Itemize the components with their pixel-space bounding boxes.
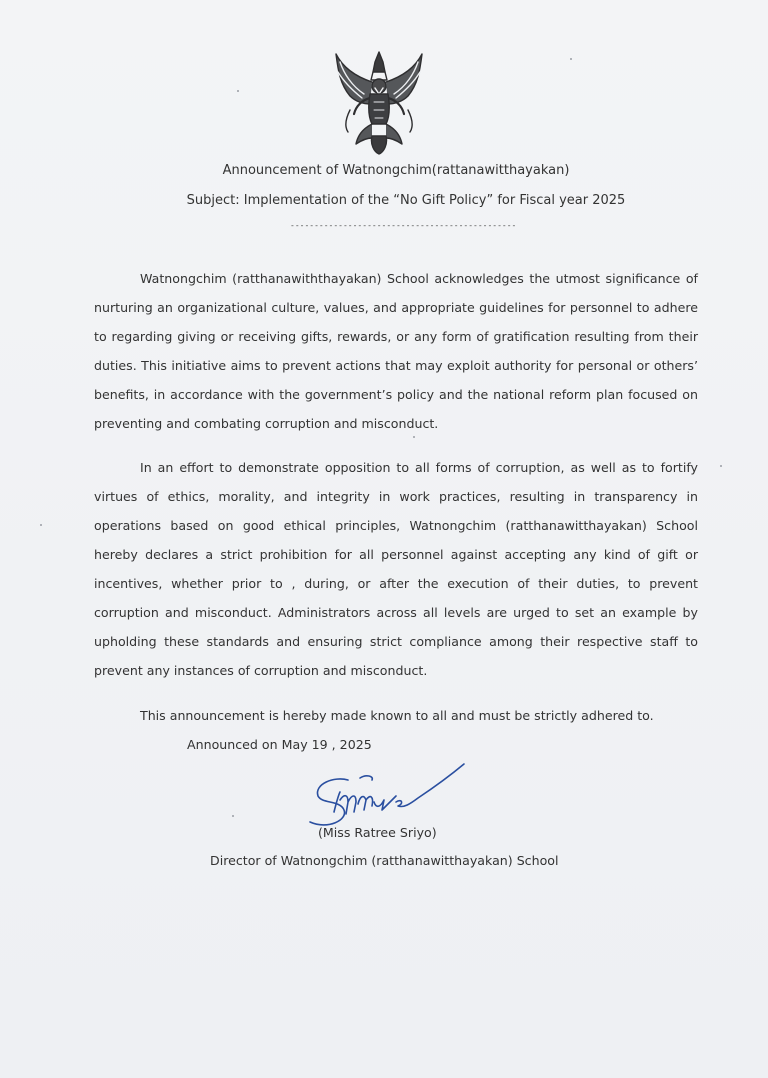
garuda-emblem-icon: [330, 48, 428, 156]
closing-statement: This announcement is hereby made known to all and must be strictly adhered to.: [140, 708, 654, 723]
header-divider: -----------------------------------------------: [290, 221, 517, 230]
body-paragraph-1: Watnongchim (ratthanawiththayakan) School acknowledges the utmost significance of nurturing an organizational culture, values, and appropriate guidelines for personnel to adhere to regarding giving or receiving gifts, rewards, or any form of gratification resulting from their duties. This initiative aims to prevent actions that may exploit authority for personal or others’ benefits, in accordance with the government’s policy and the national reform plan focused on preventing and combating corruption and misconduct.: [94, 271, 698, 431]
announcement-date: Announced on May 19 , 2025: [187, 737, 372, 752]
announcement-subject: Subject: Implementation of the “No Gift Policy” for Fiscal year 2025: [186, 193, 626, 208]
signer-title: Director of Watnongchim (ratthanawitthayakan) School: [210, 853, 559, 868]
signer-name: (Miss Ratree Sriyo): [318, 825, 437, 840]
body-paragraph-2: In an effort to demonstrate opposition to all forms of corruption, as well as to fortify virtues of ethics, morality, and integrity in work practices, resulting in transparency in operations based on good ethical principles, Watnongchim (ratthanawitthayakan) School hereby declares a strict prohibition for all personnel against accepting any kind of gift or incentives, whether prior to , during, or after the execution of their duties, to prevent corruption and misconduct. Administrators across all levels are urged to set an example by upholding these standards and ensuring strict compliance among their respective staff to prevent any instances of corruption and misconduct.: [94, 460, 698, 678]
announcement-title: Announcement of Watnongchim(rattanawitthayakan): [222, 163, 570, 178]
